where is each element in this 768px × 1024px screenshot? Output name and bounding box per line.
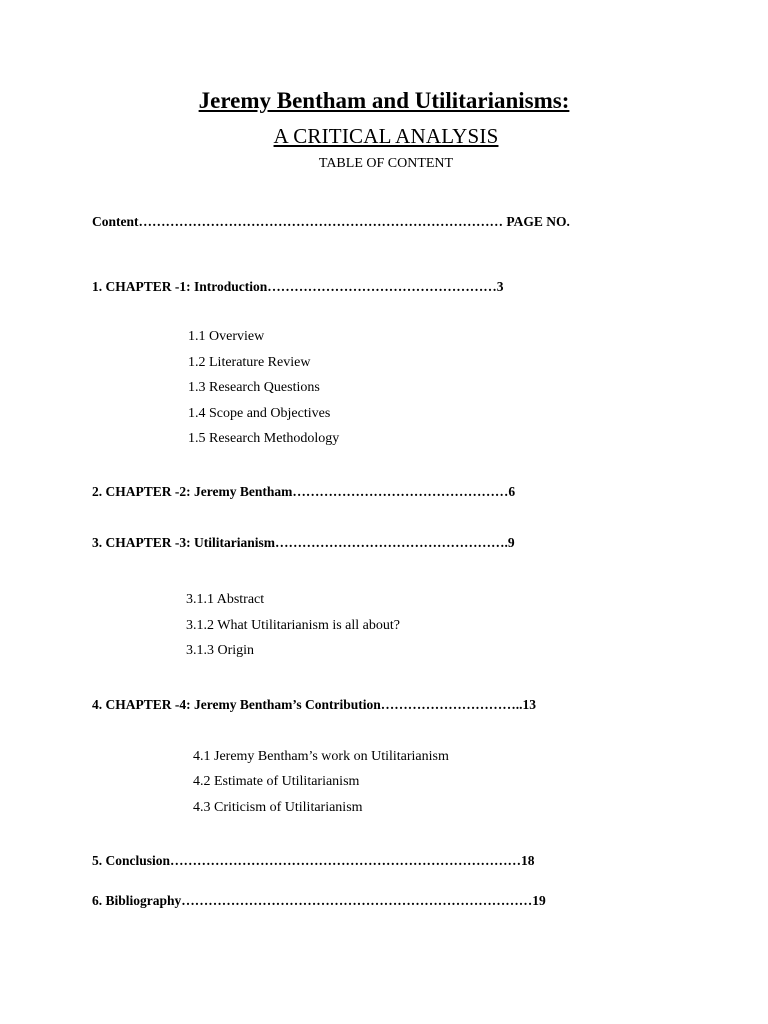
toc-entry-chapter-4: 4. CHAPTER -4: Jeremy Bentham’s Contribution…………………………..13 (92, 697, 536, 712)
toc-entry-conclusion: 5. Conclusion……………………………………………………………………18 (92, 853, 535, 868)
toc-subentry-3-1-3: 3.1.3 Origin (186, 643, 255, 658)
toc-subentry-4-3: 4.3 Criticism of Utilitarianism (193, 800, 363, 815)
toc-subentry-3-1-1: 3.1.1 Abstract (186, 592, 265, 607)
toc-entry-chapter-3: 3. CHAPTER -3: Utilitarianism…………………………………………….9 (92, 535, 515, 550)
toc-subentry-1-4: 1.4 Scope and Objectives (188, 406, 331, 421)
toc-subentry-4-2: 4.2 Estimate of Utilitarianism (193, 774, 360, 789)
toc-entry-bibliography: 6. Bibliography……………………………………………………………………19 (92, 893, 546, 908)
toc-subentry-1-3: 1.3 Research Questions (188, 380, 320, 395)
toc-subentry-4-1: 4.1 Jeremy Bentham’s work on Utilitarianism (193, 749, 449, 764)
toc-heading: TABLE OF CONTENT (318, 156, 454, 171)
toc-subentry-1-5: 1.5 Research Methodology (188, 431, 340, 446)
document-subtitle: A CRITICAL ANALYSIS (273, 124, 499, 148)
toc-entry-chapter-1: 1. CHAPTER -1: Introduction……………………………………………3 (92, 279, 504, 294)
toc-subentry-3-1-2: 3.1.2 What Utilitarianism is all about? (186, 618, 400, 633)
document-title: Jeremy Bentham and Utilitarianisms: (198, 88, 570, 113)
toc-subentry-1-1: 1.1 Overview (188, 329, 265, 344)
toc-subentry-1-2: 1.2 Literature Review (188, 355, 311, 370)
toc-header-row: Content……………………………………………………………………… PAGE NO. (92, 214, 570, 229)
toc-entry-chapter-2: 2. CHAPTER -2: Jeremy Bentham…………………………………………6 (92, 484, 516, 499)
